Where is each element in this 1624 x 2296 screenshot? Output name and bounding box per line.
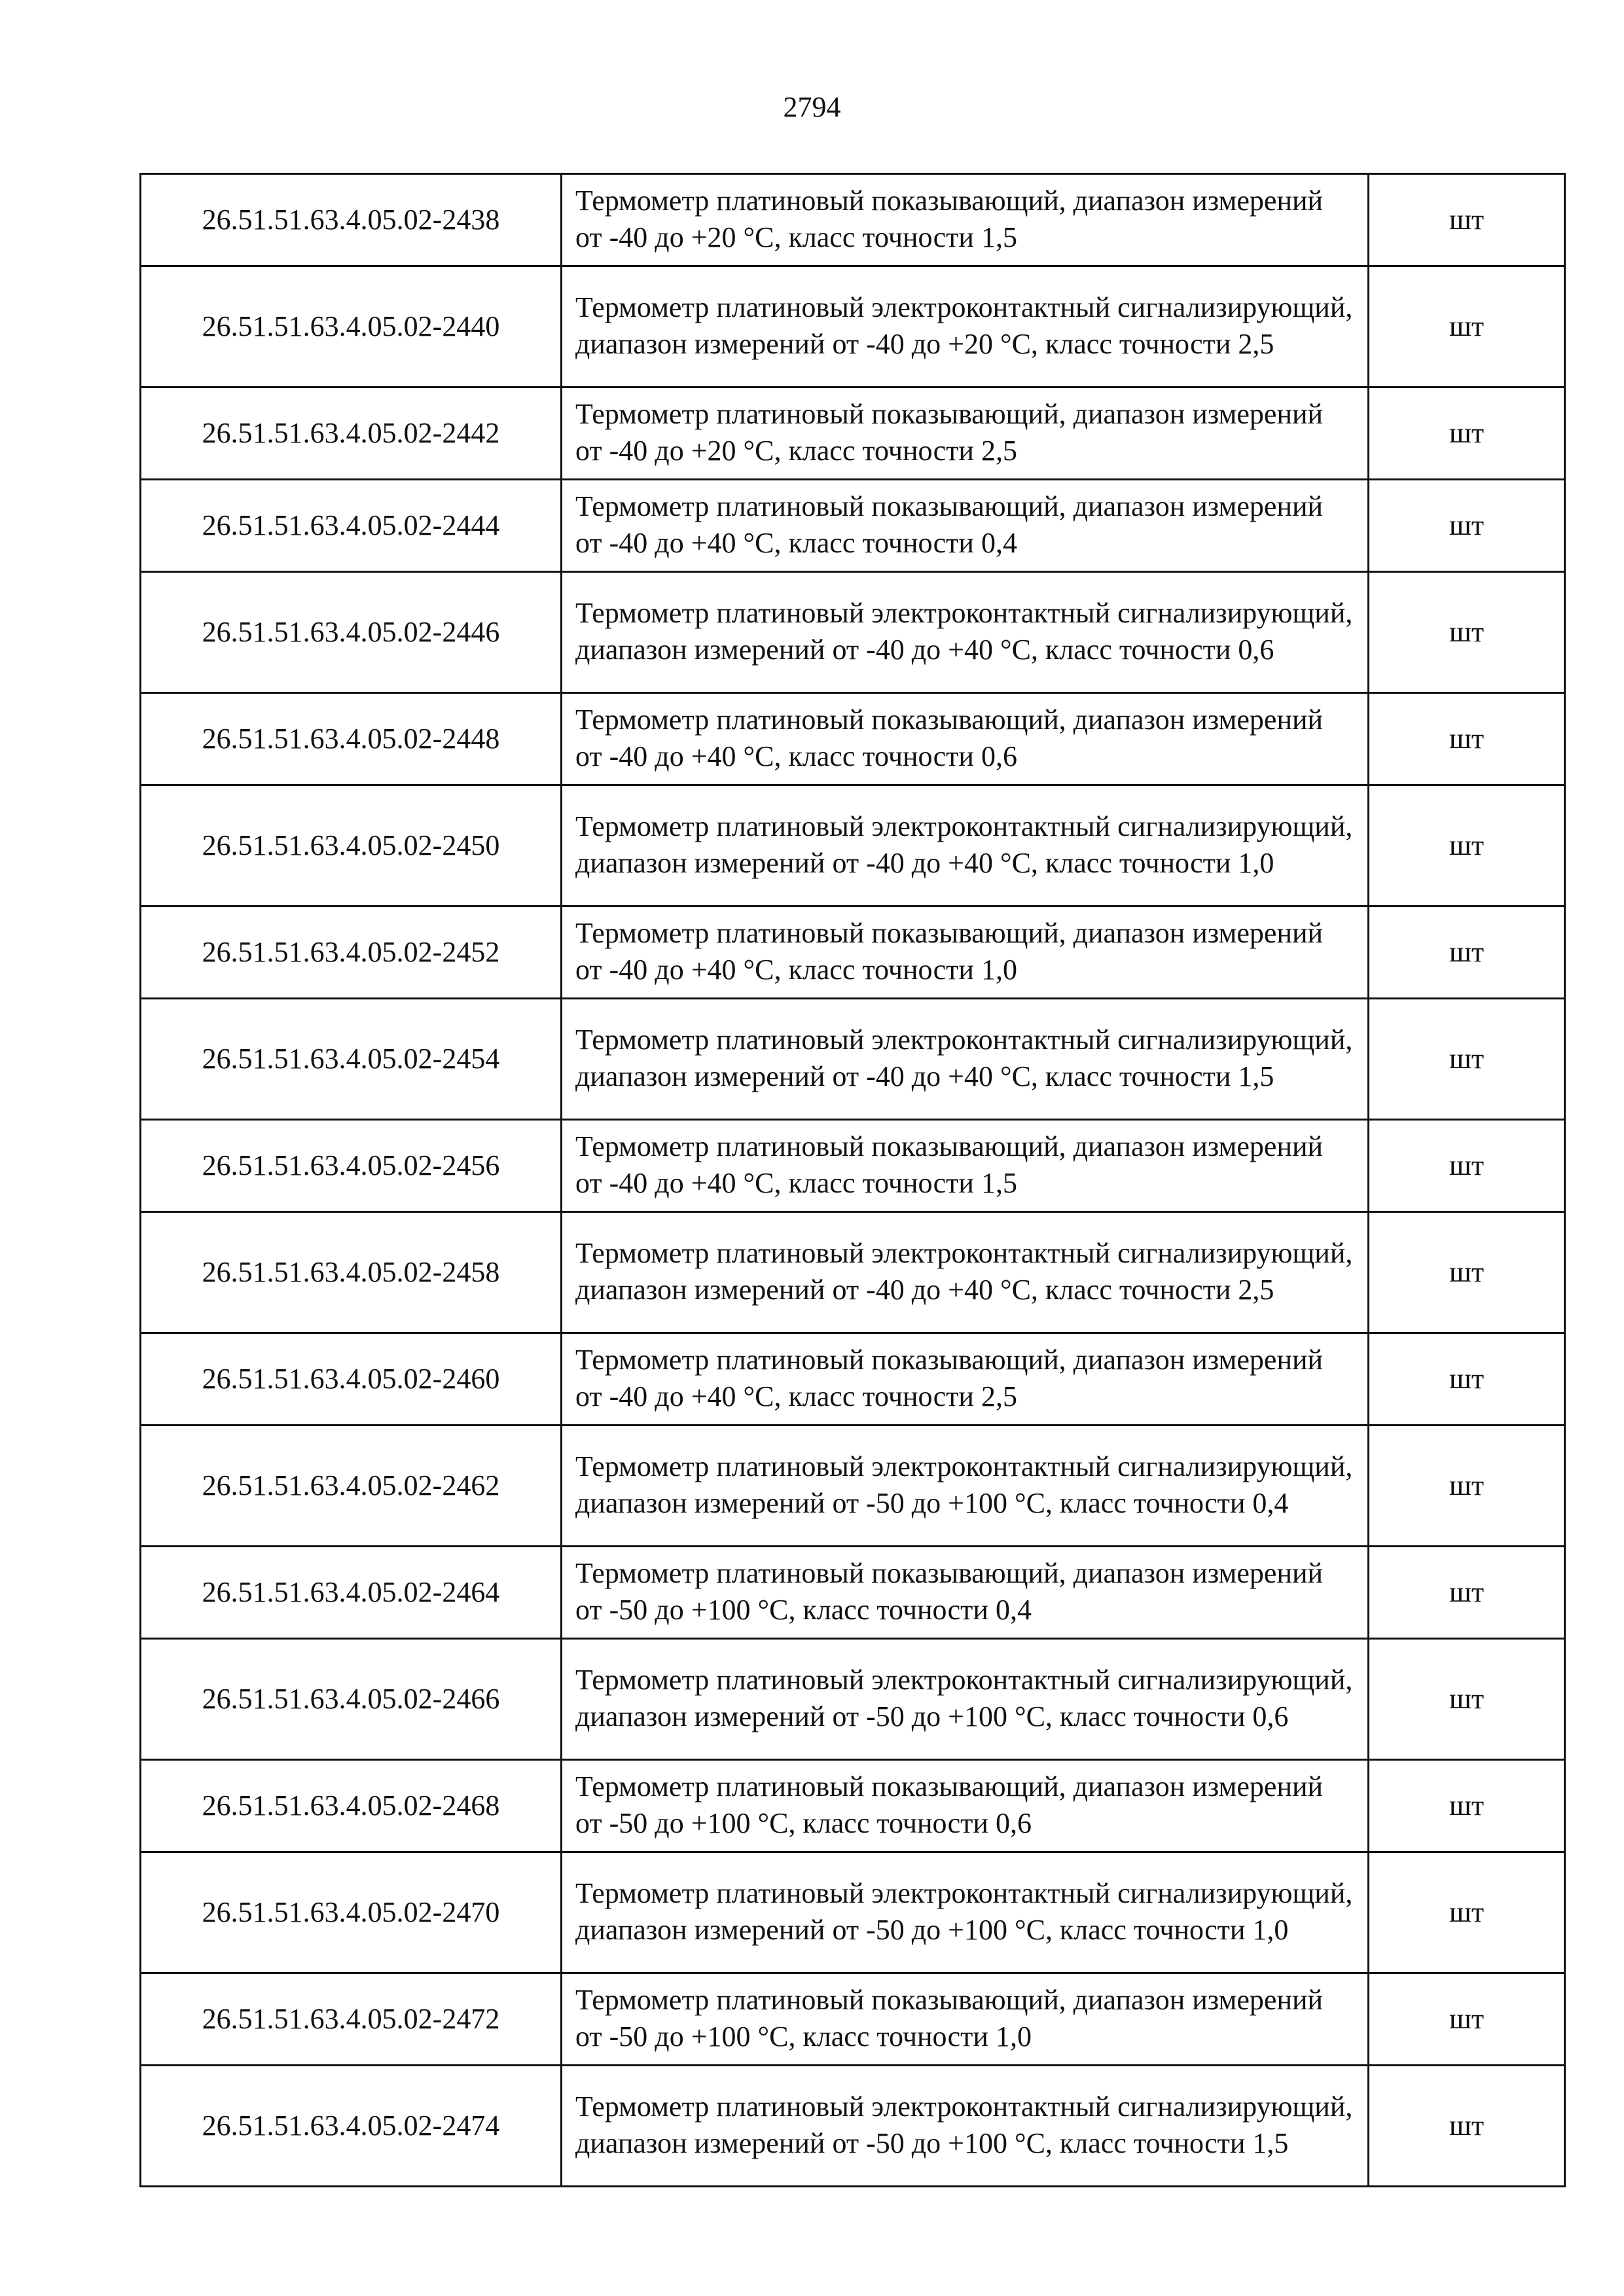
item-description: Термометр платиновый показывающий, диапазон измерений от -40 до +20 °С, класс точности 1,5	[562, 174, 1369, 266]
item-unit: шт	[1369, 266, 1565, 387]
item-description: Термометр платиновый электроконтактный сигнализирующий, диапазон измерений от -50 до +100 °С, класс точности 1,0	[562, 1852, 1369, 1973]
item-description: Термометр платиновый электроконтактный сигнализирующий, диапазон измерений от -50 до +100 °С, класс точности 0,4	[562, 1426, 1369, 1547]
table-row	[141, 693, 1565, 785]
item-unit: шт	[1369, 1426, 1565, 1547]
item-code: 26.51.51.63.4.05.02-2468	[141, 1760, 562, 1852]
item-unit: шт	[1369, 1212, 1565, 1333]
item-description: Термометр платиновый показывающий, диапазон измерений от -50 до +100 °С, класс точности 1,0	[562, 1973, 1369, 2066]
table-row	[141, 1333, 1565, 1426]
item-code: 26.51.51.63.4.05.02-2474	[141, 2066, 562, 2187]
item-unit: шт	[1369, 1760, 1565, 1852]
table-row	[141, 480, 1565, 572]
item-code: 26.51.51.63.4.05.02-2446	[141, 572, 562, 693]
table-row	[141, 572, 1565, 693]
item-code: 26.51.51.63.4.05.02-2454	[141, 999, 562, 1120]
page-number: 2794	[783, 91, 841, 123]
item-unit: шт	[1369, 174, 1565, 266]
item-code: 26.51.51.63.4.05.02-2460	[141, 1333, 562, 1426]
item-unit: шт	[1369, 1547, 1565, 1639]
item-description: Термометр платиновый показывающий, диапазон измерений от -50 до +100 °С, класс точности 0,4	[562, 1547, 1369, 1639]
item-unit: шт	[1369, 387, 1565, 480]
item-code: 26.51.51.63.4.05.02-2450	[141, 785, 562, 906]
items-table	[139, 173, 1566, 2187]
table-row	[141, 387, 1565, 480]
item-code: 26.51.51.63.4.05.02-2466	[141, 1639, 562, 1760]
item-description: Термометр платиновый электроконтактный сигнализирующий, диапазон измерений от -40 до +40 °С, класс точности 1,0	[562, 785, 1369, 906]
table-row	[141, 1760, 1565, 1852]
item-unit: шт	[1369, 572, 1565, 693]
item-code: 26.51.51.63.4.05.02-2464	[141, 1547, 562, 1639]
table-row	[141, 1212, 1565, 1333]
item-unit: шт	[1369, 999, 1565, 1120]
item-code: 26.51.51.63.4.05.02-2440	[141, 266, 562, 387]
item-unit: шт	[1369, 1333, 1565, 1426]
table-row	[141, 1426, 1565, 1547]
table-row	[141, 1852, 1565, 1973]
table-row	[141, 906, 1565, 999]
item-code: 26.51.51.63.4.05.02-2462	[141, 1426, 562, 1547]
item-description: Термометр платиновый показывающий, диапазон измерений от -40 до +40 °С, класс точности 0,4	[562, 480, 1369, 572]
item-unit: шт	[1369, 1852, 1565, 1973]
table-row	[141, 1120, 1565, 1212]
item-unit: шт	[1369, 1120, 1565, 1212]
table-row	[141, 999, 1565, 1120]
item-unit: шт	[1369, 785, 1565, 906]
table-row	[141, 1973, 1565, 2066]
item-description: Термометр платиновый электроконтактный сигнализирующий, диапазон измерений от -40 до +20 °С, класс точности 2,5	[562, 266, 1369, 387]
item-code: 26.51.51.63.4.05.02-2456	[141, 1120, 562, 1212]
item-unit: шт	[1369, 1973, 1565, 2066]
item-description: Термометр платиновый электроконтактный сигнализирующий, диапазон измерений от -40 до +40 °С, класс точности 0,6	[562, 572, 1369, 693]
table-row	[141, 1547, 1565, 1639]
item-code: 26.51.51.63.4.05.02-2458	[141, 1212, 562, 1333]
item-description: Термометр платиновый показывающий, диапазон измерений от -40 до +40 °С, класс точности 2,5	[562, 1333, 1369, 1426]
table-row	[141, 785, 1565, 906]
table-row	[141, 174, 1565, 266]
table-row	[141, 266, 1565, 387]
table-row	[141, 1639, 1565, 1760]
item-code: 26.51.51.63.4.05.02-2444	[141, 480, 562, 572]
item-description: Термометр платиновый показывающий, диапазон измерений от -40 до +40 °С, класс точности 1,0	[562, 906, 1369, 999]
table-row	[141, 2066, 1565, 2187]
item-description: Термометр платиновый показывающий, диапазон измерений от -40 до +20 °С, класс точности 2,5	[562, 387, 1369, 480]
item-description: Термометр платиновый электроконтактный сигнализирующий, диапазон измерений от -40 до +40 °С, класс точности 2,5	[562, 1212, 1369, 1333]
item-code: 26.51.51.63.4.05.02-2438	[141, 174, 562, 266]
item-description: Термометр платиновый электроконтактный сигнализирующий, диапазон измерений от -50 до +100 °С, класс точности 0,6	[562, 1639, 1369, 1760]
item-unit: шт	[1369, 693, 1565, 785]
item-code: 26.51.51.63.4.05.02-2452	[141, 906, 562, 999]
item-unit: шт	[1369, 480, 1565, 572]
item-unit: шт	[1369, 906, 1565, 999]
item-code: 26.51.51.63.4.05.02-2470	[141, 1852, 562, 1973]
item-description: Термометр платиновый электроконтактный сигнализирующий, диапазон измерений от -50 до +100 °С, класс точности 1,5	[562, 2066, 1369, 2187]
item-code: 26.51.51.63.4.05.02-2472	[141, 1973, 562, 2066]
item-code: 26.51.51.63.4.05.02-2442	[141, 387, 562, 480]
item-description: Термометр платиновый показывающий, диапазон измерений от -40 до +40 °С, класс точности 1,5	[562, 1120, 1369, 1212]
item-unit: шт	[1369, 1639, 1565, 1760]
item-unit: шт	[1369, 2066, 1565, 2187]
item-description: Термометр платиновый электроконтактный сигнализирующий, диапазон измерений от -40 до +40 °С, класс точности 1,5	[562, 999, 1369, 1120]
item-description: Термометр платиновый показывающий, диапазон измерений от -50 до +100 °С, класс точности 0,6	[562, 1760, 1369, 1852]
item-code: 26.51.51.63.4.05.02-2448	[141, 693, 562, 785]
item-description: Термометр платиновый показывающий, диапазон измерений от -40 до +40 °С, класс точности 0,6	[562, 693, 1369, 785]
